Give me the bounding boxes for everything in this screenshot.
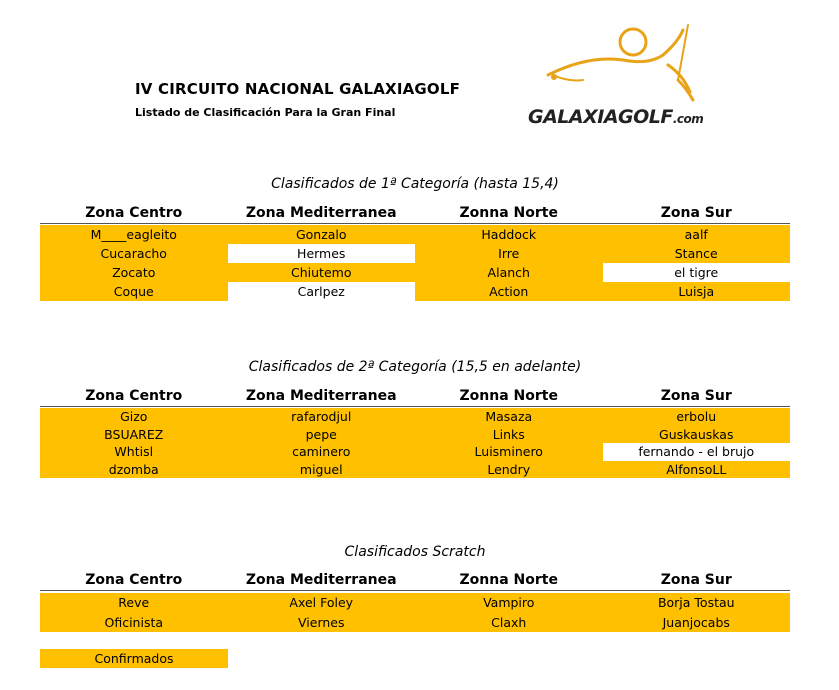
column-header: Zona Centro: [85, 205, 183, 221]
table-cell: Gonzalo: [228, 225, 416, 244]
logo-wordmark: GALAXIAGOLF.com: [528, 106, 704, 128]
classification-table: [40, 225, 790, 301]
column-header: Zona Sur: [660, 572, 732, 588]
column-header-row: [40, 570, 790, 591]
table-cell: Reve: [40, 593, 228, 613]
page-title: IV CIRCUITO NACIONAL GALAXIAGOLF: [135, 80, 461, 98]
page-subtitle: Listado de Clasificación Para la Gran Final: [135, 106, 396, 119]
table-cell: pepe: [228, 426, 416, 444]
column-header: Zona Centro: [85, 572, 183, 588]
table-cell: Cucaracho: [40, 244, 228, 263]
table-cell: el tigre: [603, 263, 791, 282]
classification-table: [40, 593, 790, 632]
table-row: [40, 461, 790, 479]
table-cell: erbolu: [603, 408, 791, 426]
legend-confirmed: Confirmados: [40, 649, 228, 668]
column-header: Zona Centro: [85, 388, 183, 404]
section-title: Clasificados Scratch: [344, 544, 486, 560]
galaxiagolf-logo: [528, 20, 738, 135]
column-header: Zonna Norte: [459, 388, 558, 404]
table-cell: AlfonsoLL: [603, 461, 791, 479]
column-header: Zonna Norte: [459, 205, 558, 221]
table-cell: miguel: [228, 461, 416, 479]
column-header-row: [40, 203, 790, 224]
table-cell: Carlpez: [228, 282, 416, 301]
table-cell: Hermes: [228, 244, 416, 263]
column-header: Zona Mediterranea: [245, 388, 397, 404]
classification-table: [40, 408, 790, 478]
table-cell: rafarodjul: [228, 408, 416, 426]
table-row: [40, 244, 790, 263]
table-cell: Coque: [40, 282, 228, 301]
table-row: [40, 408, 790, 426]
column-header: Zona Sur: [660, 388, 732, 404]
table-cell: Guskauskas: [603, 426, 791, 444]
table-cell: Chiutemo: [228, 263, 416, 282]
table-cell: caminero: [228, 443, 416, 461]
table-cell: M____eagleito: [40, 225, 228, 244]
table-cell: Juanjocabs: [603, 613, 791, 633]
table-cell: Masaza: [415, 408, 603, 426]
table-cell: dzomba: [40, 461, 228, 479]
golfer-icon: [528, 20, 738, 110]
table-cell: aalf: [603, 225, 791, 244]
table-row: [40, 263, 790, 282]
column-header-row: [40, 386, 790, 407]
section-title: Clasificados de 2ª Categoría (15,5 en adelante): [248, 359, 582, 375]
column-header: Zona Mediterranea: [245, 572, 397, 588]
table-cell: Links: [415, 426, 603, 444]
table-cell: Luisja: [603, 282, 791, 301]
table-cell: Lendry: [415, 461, 603, 479]
table-cell: BSUAREZ: [40, 426, 228, 444]
table-cell: Claxh: [415, 613, 603, 633]
section-title: Clasificados de 1ª Categoría (hasta 15,4): [271, 176, 559, 192]
table-cell: Oficinista: [40, 613, 228, 633]
table-row: [40, 225, 790, 244]
table-cell: Haddock: [415, 225, 603, 244]
table-cell: Borja Tostau: [603, 593, 791, 613]
table-row: [40, 593, 790, 613]
table-row: [40, 613, 790, 633]
table-cell: fernando - el brujo: [603, 443, 791, 461]
table-cell: Whtisl: [40, 443, 228, 461]
table-row: [40, 426, 790, 444]
column-header: Zona Mediterranea: [245, 205, 397, 221]
table-row: [40, 443, 790, 461]
table-cell: Luisminero: [415, 443, 603, 461]
table-cell: Vampiro: [415, 593, 603, 613]
table-cell: Gizo: [40, 408, 228, 426]
table-cell: Alanch: [415, 263, 603, 282]
column-header: Zona Sur: [660, 205, 732, 221]
column-header: Zonna Norte: [459, 572, 558, 588]
table-cell: Axel Foley: [228, 593, 416, 613]
table-row: [40, 282, 790, 301]
table-cell: Irre: [415, 244, 603, 263]
table-cell: Stance: [603, 244, 791, 263]
table-cell: Zocato: [40, 263, 228, 282]
table-cell: Viernes: [228, 613, 416, 633]
table-cell: Action: [415, 282, 603, 301]
